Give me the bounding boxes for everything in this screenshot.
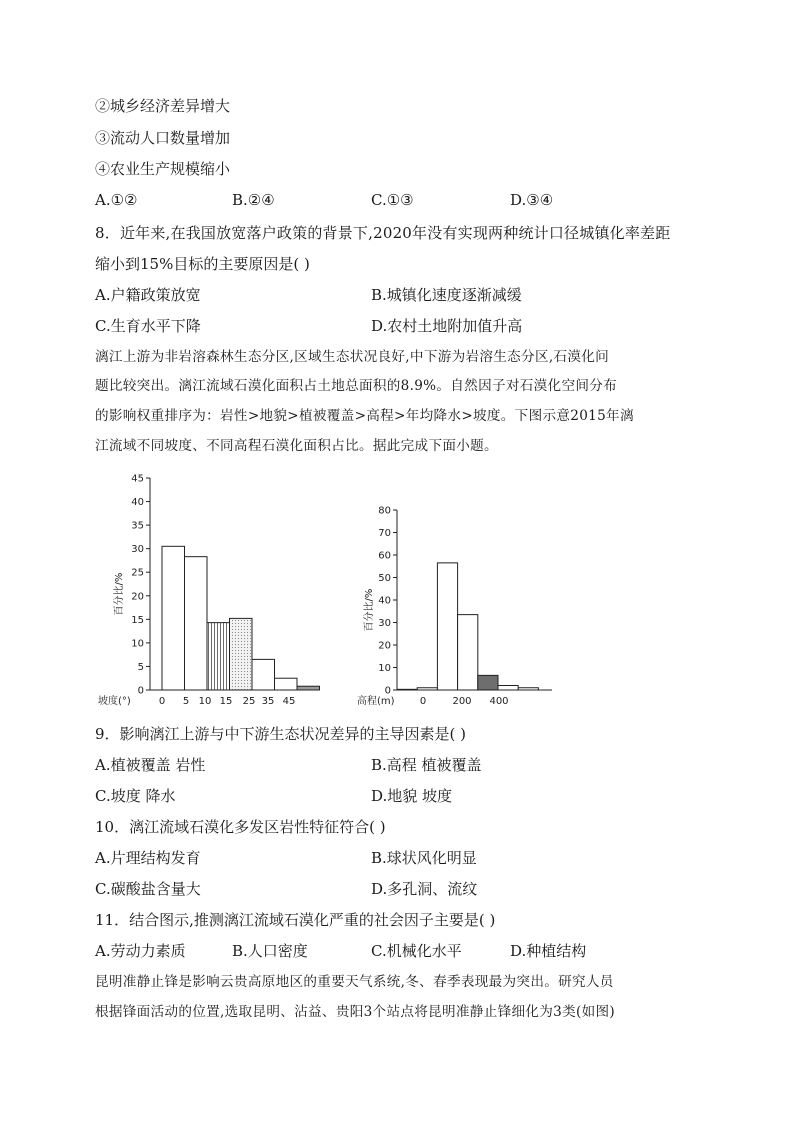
elevation-bar <box>458 615 478 690</box>
statement-3: ③流动人口数量增加 <box>95 129 231 147</box>
slope-y-tick-label: 30 <box>131 544 144 556</box>
passage1-line3: 的影响权重排序为：岩性>地貌>植被覆盖>高程>年均降水>坡度。下图示意2015年漓 <box>95 408 634 424</box>
slope-y-tick-label: 10 <box>131 638 144 650</box>
passage1-line2: 题比较突出。漓江流域石漠化面积占土地总面积的8.9%。自然因子对石漠化空间分布 <box>95 378 618 394</box>
passage1-line1: 漓江上游为非岩溶森林生态分区,区域生态状况良好,中下游为岩溶生态分区,石漠化问 <box>95 349 610 365</box>
elevation-bar <box>518 688 538 690</box>
q8-stem-line1: 8．近年来,在我国放宽落户政策的背景下,2020年没有实现两种统计口径城镇化率差距 <box>95 224 671 242</box>
q10-option-b[interactable]: B.球状风化明显 <box>371 849 477 867</box>
slope-x-tick-label: 25 <box>242 696 256 707</box>
q7-option-d[interactable]: D.③④ <box>510 191 554 209</box>
slope-y-tick-label: 20 <box>131 591 144 603</box>
elevation-y-label: 百分比/% <box>364 588 375 632</box>
elevation-y-tick-label: 80 <box>378 505 391 517</box>
slope-y-tick-label: 35 <box>131 520 144 532</box>
q11-option-a[interactable]: A.劳动力素质 <box>95 942 186 960</box>
statement-4: ④农业生产规模缩小 <box>95 160 231 178</box>
slope-bar <box>207 623 230 690</box>
slope-bar <box>252 659 275 690</box>
elevation-y-tick-label: 10 <box>378 663 391 674</box>
passage1-line4: 江流域不同坡度、不同高程石漠化面积占比。据此完成下面小题。 <box>95 438 498 454</box>
elevation-y-tick-label: 40 <box>378 595 391 607</box>
slope-bar <box>185 557 208 690</box>
elevation-bar <box>397 689 417 690</box>
q9-option-c[interactable]: C.坡度 降水 <box>95 787 176 805</box>
slope-elevation-charts <box>0 460 794 710</box>
elevation-y-tick-label: 20 <box>378 640 391 652</box>
slope-x-tick-label: 5 <box>182 696 190 707</box>
slope-y-tick-label: 25 <box>131 567 144 579</box>
elevation-y-tick-label: 0 <box>384 685 391 697</box>
q8-option-a[interactable]: A.户籍政策放宽 <box>95 286 201 304</box>
elevation-x-label: 高程(m) <box>357 696 395 707</box>
elevation-y-tick-label: 30 <box>378 618 391 629</box>
elevation-x-tick-label: 0 <box>419 696 427 707</box>
q11-option-d[interactable]: D.种植结构 <box>510 942 587 960</box>
slope-x-tick-label: 0 <box>158 696 166 707</box>
slope-x-tick-label: 15 <box>219 696 233 707</box>
q8-option-c[interactable]: C.生育水平下降 <box>95 317 201 335</box>
q7-option-a[interactable]: A.①② <box>95 191 138 209</box>
q10-option-c[interactable]: C.碳酸盐含量大 <box>95 880 201 898</box>
elevation-bar <box>437 563 457 690</box>
slope-x-label: 坡度(°) <box>98 696 131 707</box>
elevation-x-tick-label: 400 <box>489 696 509 707</box>
passage2-line2: 根据锋面活动的位置,选取昆明、沾益、贵阳3个站点将昆明准静止锋细化为3类(如图) <box>95 1004 616 1020</box>
slope-x-tick-label: 10 <box>198 696 212 707</box>
elevation-bar <box>478 675 498 690</box>
q9-option-b[interactable]: B.高程 植被覆盖 <box>371 756 482 774</box>
q8-option-d[interactable]: D.农村土地附加值升高 <box>371 317 523 335</box>
slope-y-tick-label: 40 <box>131 497 144 509</box>
elevation-y-tick-label: 60 <box>378 550 391 562</box>
q10-stem: 10．漓江流域石漠化多发区岩性特征符合( ) <box>95 818 386 836</box>
elevation-x-tick-label: 200 <box>452 696 472 707</box>
q9-option-a[interactable]: A.植被覆盖 岩性 <box>95 756 206 774</box>
elevation-bar <box>417 688 437 690</box>
slope-y-tick-label: 45 <box>131 473 144 485</box>
q8-option-b[interactable]: B.城镇化速度逐渐减缓 <box>371 286 522 304</box>
slope-y-tick-label: 15 <box>131 614 144 626</box>
slope-bar <box>297 686 320 690</box>
q7-option-b[interactable]: B.②④ <box>232 191 275 209</box>
q8-stem-line2: 缩小到15%目标的主要原因是( ) <box>95 255 310 273</box>
slope-bar <box>162 546 185 690</box>
slope-y-label: 百分比/% <box>114 572 125 616</box>
q9-option-d[interactable]: D.地貌 坡度 <box>371 787 453 805</box>
q11-option-b[interactable]: B.人口密度 <box>232 942 308 960</box>
elevation-y-tick-label: 50 <box>378 573 391 584</box>
slope-x-tick-label: 45 <box>282 696 296 707</box>
q7-option-c[interactable]: C.①③ <box>371 191 414 209</box>
elevation-chart <box>357 506 552 708</box>
passage2-line1: 昆明准静止锋是影响云贵高原地区的重要天气系统,冬、春季表现最为突出。研究人员 <box>95 974 614 990</box>
slope-x-tick-label: 35 <box>261 696 275 707</box>
q10-option-a[interactable]: A.片理结构发育 <box>95 849 201 867</box>
slope-bar <box>275 678 298 690</box>
statement-2: ②城乡经济差异增大 <box>95 97 231 115</box>
q11-stem: 11．结合图示,推测漓江流域石漠化严重的社会因子主要是( ) <box>95 911 496 929</box>
q10-option-d[interactable]: D.多孔洞、流纹 <box>371 880 478 898</box>
slope-y-tick-label: 0 <box>137 685 144 697</box>
slope-chart <box>98 474 320 708</box>
elevation-bar <box>498 686 518 691</box>
slope-y-tick-label: 5 <box>137 661 144 673</box>
q9-stem: 9．影响漓江上游与中下游生态状况差异的主导因素是( ) <box>95 725 467 743</box>
elevation-y-tick-label: 70 <box>378 528 391 539</box>
slope-bar <box>230 618 253 690</box>
q11-option-c[interactable]: C.机械化水平 <box>371 942 462 960</box>
